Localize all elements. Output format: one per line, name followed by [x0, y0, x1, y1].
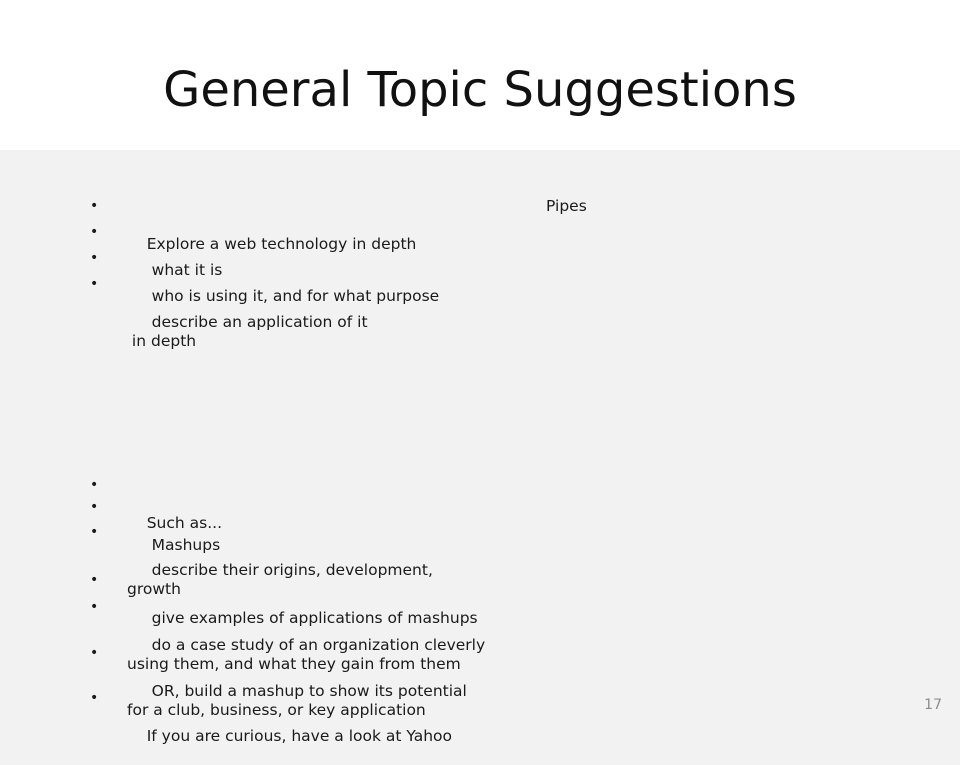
bullet-text: describe their origins, development, growth — [127, 561, 433, 598]
bullet-text: Mashups — [146, 536, 221, 554]
bullet-text: what it is — [146, 261, 223, 279]
bullet-text: describe an application of it in depth — [131, 313, 368, 350]
bullet-dot-icon: • — [90, 198, 99, 214]
bullet-text: give examples of applications of mashups — [146, 609, 478, 627]
bullet-dot-icon: • — [90, 524, 99, 540]
bullet-dot-icon: • — [90, 250, 99, 266]
bullet-dot-icon: • — [90, 599, 99, 615]
bullet-text: Such as... — [146, 514, 223, 532]
bullet-text: OR, build a mashup to show its potential for a club, business, or key application — [127, 682, 467, 719]
bullet-item — [90, 689, 453, 765]
bullet-dot-icon: • — [90, 477, 99, 493]
slide-title: General Topic Suggestions — [163, 62, 797, 118]
side-note-pipes: Pipes — [546, 197, 587, 215]
bullet-dot-icon: • — [90, 499, 99, 515]
bullet-text: Explore a web technology in depth — [146, 235, 417, 253]
bullet-item — [90, 275, 368, 370]
bullet-dot-icon: • — [90, 645, 99, 661]
bullet-text: do a case study of an organization cleverly using them, and what they gain from them — [127, 636, 486, 673]
bullet-text: who is using it, and for what purpose — [146, 287, 440, 305]
bullet-dot-icon: • — [90, 276, 99, 292]
bullet-text: If you are curious, have a look at Yahoo — [146, 727, 453, 745]
bullet-dot-icon: • — [90, 224, 99, 240]
bullet-dot-icon: • — [90, 572, 99, 588]
page-number: 17 — [924, 697, 942, 713]
bullet-dot-icon: • — [90, 690, 99, 706]
